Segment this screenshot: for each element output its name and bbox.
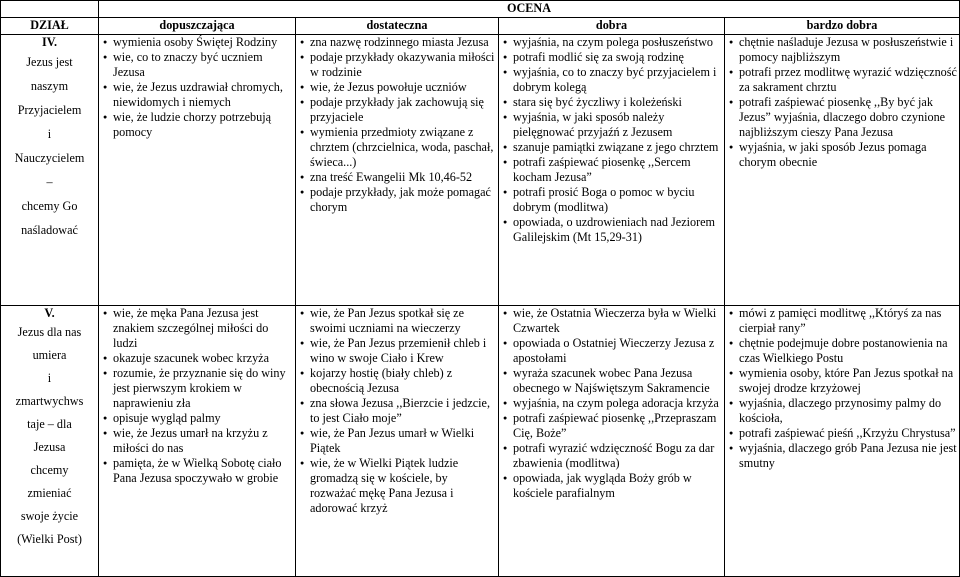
unit-title-line: Jezusa bbox=[33, 440, 66, 454]
list-item: ● podaje przykłady jak zachowują się przyjaciele bbox=[298, 95, 496, 125]
list-item: ● wie, że Jezus umarł na krzyżu z miłości do nas bbox=[101, 426, 293, 456]
list-item: ● potrafi wyrazić wdzięczność Bogu za dar zbawienia (modlitwa) bbox=[501, 441, 722, 471]
unit-title-line: Jezus dla nas bbox=[17, 325, 82, 339]
grade-header-dobra: dobra bbox=[499, 18, 725, 35]
list-item: ● chętnie naśladuje Jezusa w posłuszeństwie i pomocy najbliższym bbox=[727, 35, 957, 65]
list-item: ● wie, co to znaczy być uczniem Jezusa bbox=[101, 50, 293, 80]
header-row-grades bbox=[1, 18, 960, 35]
list-item: ● chętnie podejmuje dobre postanowienia na czas Wielkiego Postu bbox=[727, 336, 957, 366]
unit-title-line: i bbox=[47, 127, 52, 141]
list-item: ● wymienia osoby, które Pan Jezus spotkał na swojej drodze krzyżowej bbox=[727, 366, 957, 396]
grade-header-bardzo-dobra: bardzo dobra bbox=[725, 18, 960, 35]
list-item: ● opowiada o Ostatniej Wieczerzy Jezusa z apostołami bbox=[501, 336, 722, 366]
list-item: ● wie, że ludzie chorzy potrzebują pomocy bbox=[101, 110, 293, 140]
list-item: ● wyjaśnia, co to znaczy być przyjacielem i dobrym kolegą bbox=[501, 65, 722, 95]
unit-title-line: naszym bbox=[30, 79, 69, 93]
list-item: ● mówi z pamięci modlitwę ,,Któryś za nas cierpiał rany” bbox=[727, 306, 957, 336]
list-item: ● potrafi przez modlitwę wyrazić wdzięczność za sakrament chrztu bbox=[727, 65, 957, 95]
list-item: ● potrafi zaśpiewać piosenkę ,,Przepraszam Cię, Boże” bbox=[501, 411, 722, 441]
ocena-header: OCENA bbox=[99, 1, 960, 18]
unit-cell bbox=[1, 306, 99, 577]
list-item: ● wymienia przedmioty związane z chrztem (chrzcielnica, woda, paschał, świeca...) bbox=[298, 125, 496, 170]
list-item: ● wyjaśnia, dlaczego grób Pana Jezusa nie jest smutny bbox=[727, 441, 957, 471]
list-item: ● potrafi zaśpiewać pieśń ,,Krzyżu Chrystusa” bbox=[727, 426, 957, 441]
unit-number: V. bbox=[44, 306, 55, 320]
unit-title-line: naśladować bbox=[21, 223, 78, 237]
list-item: ● pamięta, że w Wielką Sobotę ciało Pana Jezusa spoczywało w grobie bbox=[101, 456, 293, 486]
unit-title-line: chcemy Go bbox=[21, 199, 78, 213]
unit-title-line: chcemy bbox=[30, 463, 69, 477]
list-item: ● wyjaśnia, na czym polega adoracja krzyża bbox=[501, 396, 722, 411]
list-item: ● wie, że w Wielki Piątek ludzie gromadzą się w kościele, by rozważać mękę Pana Jezusa i adorować krzyż bbox=[298, 456, 496, 516]
list-item: ● potrafi zaśpiewać piosenkę ,,By być jak Jezus” wyjaśnia, dlaczego dobro czynione najbliższym cieszy Pana Jezusa bbox=[727, 95, 957, 140]
list-item: ● wie, że Pan Jezus spotkał się ze swoimi uczniami na wieczerzy bbox=[298, 306, 496, 336]
list-item: ● wie, że Ostatnia Wieczerza była w Wielki Czwartek bbox=[501, 306, 722, 336]
table-row bbox=[1, 306, 960, 577]
list-item: ● okazuje szacunek wobec krzyża bbox=[101, 351, 293, 366]
list-item: ● szanuje pamiątki związane z jego chrztem bbox=[501, 140, 722, 155]
list-item: ● opisuje wygląd palmy bbox=[101, 411, 293, 426]
list-item: ● zna treść Ewangelii Mk 10,46-52 bbox=[298, 170, 496, 185]
list-item: ● opowiada, o uzdrowieniach nad Jeziorem Galilejskim (Mt 15,29-31) bbox=[501, 215, 722, 245]
empty-header-cell bbox=[1, 1, 99, 18]
requirements-cell-bardzo-dobra bbox=[725, 306, 960, 577]
list-item: ● potrafi modlić się za swoją rodzinę bbox=[501, 50, 722, 65]
requirements-list bbox=[298, 35, 496, 215]
grade-header-dostateczna: dostateczna bbox=[296, 18, 499, 35]
unit-title-line: Przyjacielem bbox=[17, 103, 82, 117]
requirements-cell-dobra bbox=[499, 35, 725, 306]
list-item: ● wymienia osoby Świętej Rodziny bbox=[101, 35, 293, 50]
requirements-cell-bardzo-dobra bbox=[725, 35, 960, 306]
unit-number: IV. bbox=[41, 35, 58, 49]
unit-title-line: Jezus jest bbox=[26, 55, 73, 69]
list-item: ● opowiada, jak wygląda Boży grób w kościele parafialnym bbox=[501, 471, 722, 501]
list-item: ● wyjaśnia, na czym polega posłuszeństwo bbox=[501, 35, 722, 50]
list-item: ● potrafi zaśpiewać piosenkę ,,Sercem kocham Jezusa” bbox=[501, 155, 722, 185]
list-item: ● wie, że Pan Jezus umarł w Wielki Piątek bbox=[298, 426, 496, 456]
unit-title-line: zmartwychws bbox=[15, 394, 84, 408]
list-item: ● potrafi prosić Boga o pomoc w byciu dobrym (modlitwa) bbox=[501, 185, 722, 215]
unit-title-line: umiera bbox=[32, 348, 67, 362]
list-item: ● zna nazwę rodzinnego miasta Jezusa bbox=[298, 35, 496, 50]
table-row bbox=[1, 35, 960, 306]
list-item: ● wie, że Jezus uzdrawiał chromych, niewidomych i niemych bbox=[101, 80, 293, 110]
dzial-header: DZIAŁ bbox=[1, 18, 99, 35]
unit-cell bbox=[1, 35, 99, 306]
list-item: ● podaje przykłady, jak może pomagać chorym bbox=[298, 185, 496, 215]
requirements-cell-dobra bbox=[499, 306, 725, 577]
list-item: ● wyraża szacunek wobec Pana Jezusa obecnego w Najświętszym Sakramencie bbox=[501, 366, 722, 396]
list-item: ● wie, że Jezus powołuje uczniów bbox=[298, 80, 496, 95]
requirements-list bbox=[727, 35, 957, 170]
list-item: ● podaje przykłady okazywania miłości w rodzinie bbox=[298, 50, 496, 80]
list-item: ● wyjaśnia, dlaczego przynosimy palmy do kościoła, bbox=[727, 396, 957, 426]
list-item: ● wyjaśnia, w jaki sposób należy pielęgnować przyjaźń z Jezusem bbox=[501, 110, 722, 140]
requirements-list bbox=[298, 306, 496, 516]
requirements-cell-dopuszczajaca bbox=[99, 306, 296, 577]
requirements-list bbox=[501, 306, 722, 501]
unit-title-line: i bbox=[47, 371, 52, 385]
list-item: ● wie, że męka Pana Jezusa jest znakiem szczególnej miłości do ludzi bbox=[101, 306, 293, 351]
requirements-cell-dostateczna bbox=[296, 306, 499, 577]
requirements-cell-dopuszczajaca bbox=[99, 35, 296, 306]
list-item: ● zna słowa Jezusa ,,Bierzcie i jedzcie, to jest Ciało moje” bbox=[298, 396, 496, 426]
list-item: ● wyjaśnia, w jaki sposób Jezus pomaga chorym obecnie bbox=[727, 140, 957, 170]
unit-title-line: – bbox=[46, 175, 53, 189]
list-item: ● rozumie, że przyznanie się do winy jest pierwszym krokiem w naprawieniu zła bbox=[101, 366, 293, 411]
unit-title-line: taje – dla bbox=[27, 417, 72, 431]
unit-title-line: (Wielki Post) bbox=[17, 532, 82, 546]
unit-title-line: swoje życie bbox=[20, 509, 79, 523]
requirements-list bbox=[101, 35, 293, 140]
requirements-list bbox=[101, 306, 293, 486]
list-item: ● stara się być życzliwy i koleżeński bbox=[501, 95, 722, 110]
requirements-list bbox=[501, 35, 722, 245]
list-item: ● kojarzy hostię (biały chleb) z obecnością Jezusa bbox=[298, 366, 496, 396]
requirements-cell-dostateczna bbox=[296, 35, 499, 306]
grade-header-dopuszczajaca: dopuszczająca bbox=[99, 18, 296, 35]
header-row-ocena bbox=[1, 1, 960, 18]
list-item: ● wie, że Pan Jezus przemienił chleb i wino w swoje Ciało i Krew bbox=[298, 336, 496, 366]
unit-title-line: Nauczycielem bbox=[14, 151, 85, 165]
requirements-list bbox=[727, 306, 957, 471]
unit-title-line: zmieniać bbox=[27, 486, 72, 500]
